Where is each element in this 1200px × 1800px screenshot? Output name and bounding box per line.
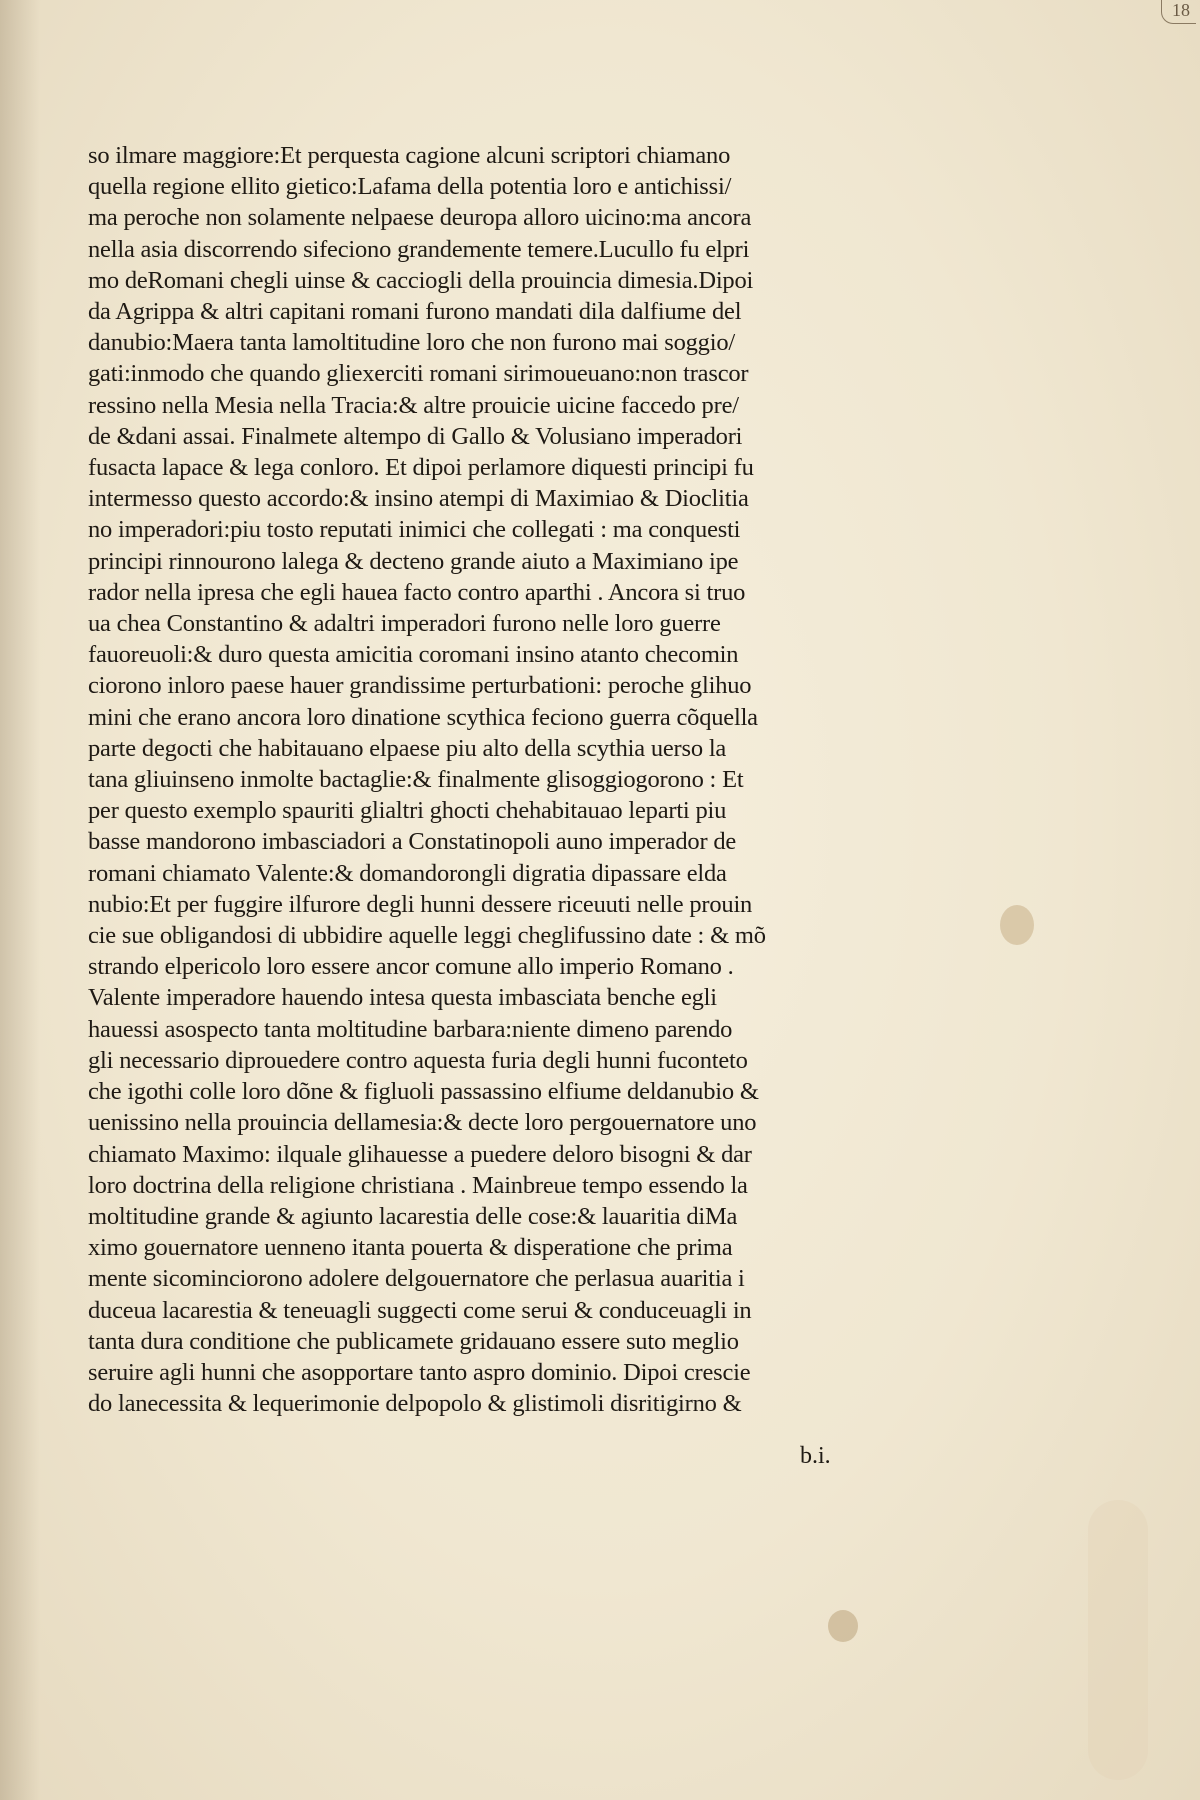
text-line: ximo gouernatore uenneno itanta pouerta & disperatione che prima <box>88 1234 733 1262</box>
signature-mark: b.i. <box>800 1443 831 1469</box>
text-line: fauoreuoli:& duro questa amicitia coromani insino atanto checomin <box>88 641 739 669</box>
text-line: mente sicominciorono adolere delgouernatore che perlasua auaritia i <box>88 1265 745 1293</box>
text-line: ma peroche non solamente nelpaese deuropa alloro uicino:ma ancora <box>88 204 752 232</box>
text-line: quella regione ellito gietico:Lafama della potentia loro e antichissi/ <box>88 173 732 201</box>
text-line: fusacta lapace & lega conloro. Et dipoi perlamore diquesti principi fu <box>88 454 754 482</box>
text-line: gli necessario diprouedere contro aquesta furia degli hunni fuconteto <box>88 1046 748 1074</box>
text-line: cie sue obligandosi di ubbidire aquelle leggi cheglifussino date : & mõ <box>88 922 766 950</box>
text-line: ressino nella Mesia nella Tracia:& altre prouicie uicine faccedo pre/ <box>88 391 739 419</box>
text-line: Valente imperadore hauendo intesa questa imbasciata benche egli <box>88 984 717 1012</box>
text-line: tana gliuinseno inmolte bactaglie:& finalmente glisoggiogorono : Et <box>88 766 744 794</box>
text-line: do lanecessita & lequerimonie delpopolo & glistimoli disritigirno & <box>88 1390 742 1418</box>
paper-stain <box>828 1610 858 1642</box>
text-line: nella asia discorrendo sifeciono grandemente temere.Lucullo fu elpri <box>88 235 750 263</box>
text-line: intermesso questo accordo:& insino atempi di Maximiao & Dioclitia <box>88 485 749 513</box>
text-line: mo deRomani chegli uinse & cacciogli della prouincia dimesia.Dipoi <box>88 266 754 294</box>
text-line: parte degocti che habitauano elpaese piu alto della scythia uerso la <box>88 734 727 762</box>
text-line: principi rinnourono lalega & decteno grande aiuto a Maximiano ipe <box>88 547 739 575</box>
gutter-shadow <box>0 0 40 1800</box>
text-line: gati:inmodo che quando gliexerciti romani sirimoueuano:non trascor <box>88 360 749 388</box>
text-block <box>88 140 888 1419</box>
text-line: ciorono inloro paese hauer grandissime perturbationi: peroche glihuo <box>88 672 752 700</box>
text-line: so ilmare maggiore:Et perquesta cagione alcuni scriptori chiamano <box>88 142 731 169</box>
text-line: tanta dura conditione che publicamete gridauano essere suto meglio <box>88 1327 739 1355</box>
text-line: moltitudine grande & agiunto lacarestia delle cose:& lauaritia diMa <box>88 1202 738 1230</box>
text-line: nubio:Et per fuggire ilfurore degli hunni dessere riceuuti nelle prouin <box>88 890 753 918</box>
text-line: hauessi asospecto tanta moltitudine barbara:niente dimeno parendo <box>88 1015 733 1043</box>
text-line: da Agrippa & altri capitani romani furono mandati dila dalfiume del <box>88 298 742 326</box>
text-line: de &dani assai. Finalmete altempo di Gallo & Volusiano imperadori <box>88 422 743 450</box>
text-line: no imperadori:piu tosto reputati inimici che collegati : ma conquesti <box>88 516 741 544</box>
paper-stain <box>1088 1500 1148 1780</box>
text-line: basse mandorono imbasciadori a Constatinopoli auno imperador de <box>88 828 737 856</box>
text-line: che igothi colle loro dõne & figluoli passassino elfiume deldanubio & <box>88 1078 759 1106</box>
text-line: ua chea Constantino & adaltri imperadori furono nelle loro guerre <box>88 610 721 638</box>
paper-stain <box>1000 905 1034 945</box>
text-line: romani chiamato Valente:& domandorongli digratia dipassare elda <box>88 859 727 887</box>
text-line: seruire agli hunni che asopportare tanto aspro dominio. Dipoi crescie <box>88 1358 751 1386</box>
text-line: uenissino nella prouincia dellamesia:& decte loro pergouernatore uno <box>88 1109 757 1137</box>
text-line: chiamato Maximo: ilquale glihauesse a puedere deloro bisogni & dar <box>88 1140 752 1168</box>
text-line: duceua lacarestia & teneuagli suggecti come serui & conduceuagli in <box>88 1296 752 1324</box>
text-line: per questo exemplo spauriti glialtri ghocti chehabitauao leparti piu <box>88 797 727 825</box>
text-line: danubio:Maera tanta lamoltitudine loro che non furono mai soggio/ <box>88 329 735 357</box>
folio-number: 18 <box>1161 0 1196 24</box>
text-line: strando elpericolo loro essere ancor comune allo imperio Romano . <box>88 953 734 981</box>
text-line: rador nella ipresa che egli hauea facto contro aparthi . Ancora si truo <box>88 578 746 606</box>
text-line: mini che erano ancora loro dinatione scythica feciono guerra cõquella <box>88 703 758 731</box>
text-line: loro doctrina della religione christiana . Mainbreue tempo essendo la <box>88 1171 748 1199</box>
